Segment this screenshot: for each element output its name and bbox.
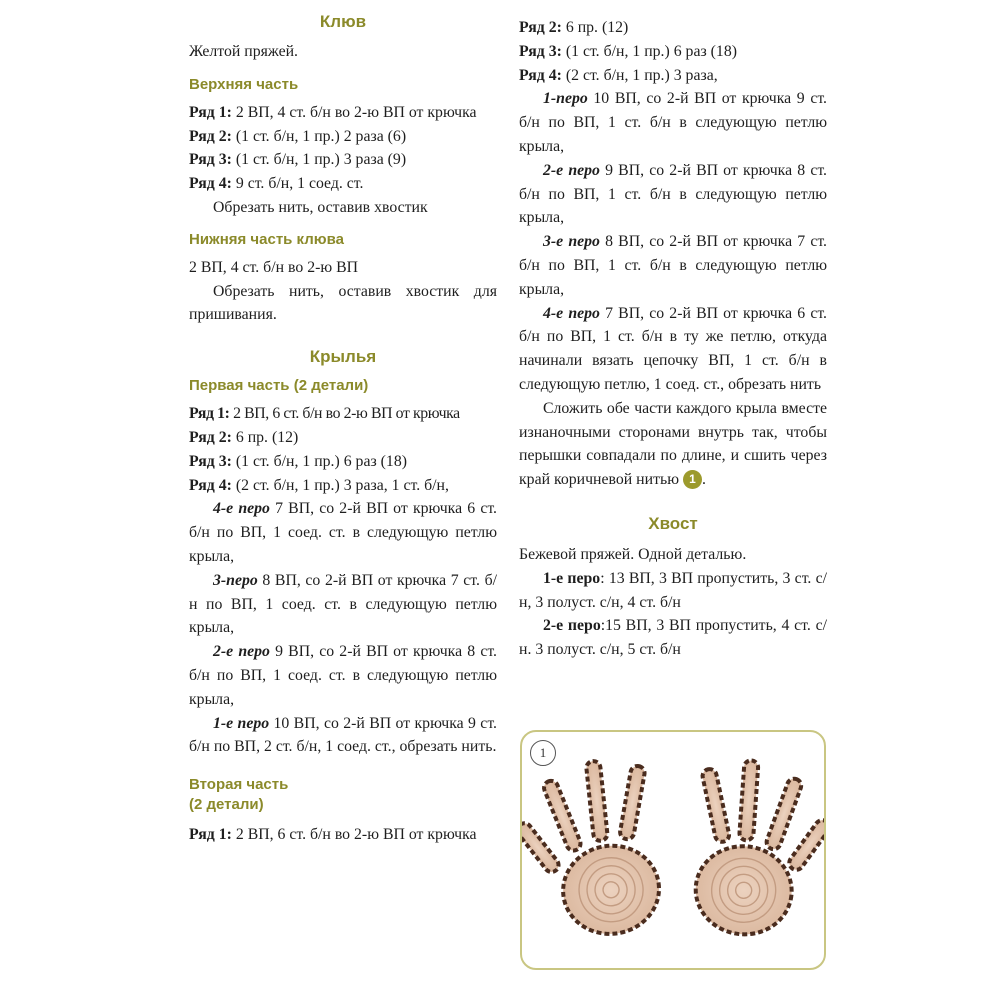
beak-cut-lower: Обрезать нить, оставив хвостик для пришивания. (189, 282, 497, 324)
right-wing (685, 755, 824, 942)
wings-p2-feather-2: 2-е перо 9 ВП, со 2-й ВП от крючка 8 ст. б/н по ВП, 1 ст. б/н в следующую петлю крыла, (519, 161, 828, 227)
wings-part1-title: Первая часть (2 детали) (189, 377, 369, 395)
wings-title: Крылья (309, 347, 377, 367)
wings-photo (520, 730, 826, 970)
wings-p2-feather-4: 4-е перо 7 ВП, со 2-й ВП от крючка 6 ст. б/н по ВП, 1 ст. б/н в ту же петлю, откуда начинали вязать цепочку ВП, 1 ст. б/н в следующую петлю, 1 соед. ст., обрезать нить (519, 304, 828, 393)
beak-lower-text: 2 ВП, 4 ст. б/н во 2-ю ВП (189, 258, 359, 276)
tail-feather-1: 1-е перо: 13 ВП, 3 ВП пропустить, 3 ст. с/н, 3 полуст. с/н, 4 ст. б/н (519, 569, 827, 611)
tail-feather-2: 2-е перо:15 ВП, 3 ВП пропустить, 4 ст. с/н. 3 полуст. с/н, 5 ст. б/н (519, 617, 827, 659)
wings-p2-feather-3: 3-е перо 8 ВП, со 2-й ВП от крючка 7 ст. б/н по ВП, 1 ст. б/н в следующую петлю крыла, (519, 233, 828, 298)
wings-p1-feather-3: 3-перо 8 ВП, со 2-й ВП от крючка 7 ст. б/н по ВП, 1 соед. ст. в следующую петлю крыла, (189, 571, 497, 637)
left-wing (522, 754, 668, 946)
wings-p1-row-4: Ряд 4: (2 ст. б/н, 1 пр.) 3 раза, 1 ст. б/н, (189, 476, 449, 494)
beak-lower-title: Нижняя часть клюва (189, 230, 344, 248)
photo-number: 1 (530, 740, 556, 766)
wings-assembly: Сложить обе части каждого крыла вместе изнаночными сторонами внутрь так, чтобы перышки совпадали по длине, и сшить через край коричневой нитью 1 . (519, 399, 827, 489)
wings-p2-row-3: Ряд 3: (1 ст. б/н, 1 пр.) 6 раз (18) (519, 42, 737, 60)
beak-row-4: Ряд 4: 9 ст. б/н, 1 соед. ст. (189, 175, 364, 193)
wings-p2-row-4: Ряд 4: (2 ст. б/н, 1 пр.) 3 раза, (519, 66, 718, 84)
crocheted-wings-illustration (522, 732, 824, 968)
beak-cut-upper: Обрезать нить, оставив хвостик (213, 198, 428, 216)
wings-p1-feather-2: 2-е перо 9 ВП, со 2-й ВП от крючка 8 ст. б/н по ВП, 1 соед. ст. в следующую петлю крыла, (189, 643, 498, 708)
beak-row-1: Ряд 1: 2 ВП, 4 ст. б/н во 2-ю ВП от крючка (189, 103, 477, 121)
photo-ref-badge: 1 (683, 470, 702, 489)
wings-p1-row-3: Ряд 3: (1 ст. б/н, 1 пр.) 6 раз (18) (189, 452, 407, 470)
tail-title: Хвост (648, 513, 698, 533)
wings-p1-row-1: Ряд 1: 2 ВП, 6 ст. б/н во 2-ю ВП от крючка (189, 405, 460, 423)
wings-part2-title: Вторая часть (2 детали) (189, 776, 289, 814)
beak-row-3: Ряд 3: (1 ст. б/н, 1 пр.) 3 раза (9) (189, 151, 407, 169)
wings-p1-feather-4: 4-е перо 7 ВП, со 2-й ВП от крючка 6 ст. б/н по ВП, 1 соед. ст. в следующую петлю крыла, (189, 500, 498, 565)
wings-p1-row-2: Ряд 2: 6 пр. (12) (189, 428, 299, 446)
wings-p2-row-2: Ряд 2: 6 пр. (12) (519, 19, 629, 36)
beak-row-2: Ряд 2: (1 ст. б/н, 1 пр.) 2 раза (6) (189, 127, 407, 145)
right-column (519, 0, 827, 662)
left-column (189, 0, 497, 847)
beak-upper-title: Верхняя часть (189, 75, 299, 93)
beak-yarn: Желтой пряжей. (189, 43, 298, 60)
wings-p2-row-1: Ряд 1: 2 ВП, 6 ст. б/н во 2-ю ВП от крючка (189, 826, 477, 844)
wings-p2-feather-1: 1-перо 10 ВП, со 2-й ВП от крючка 9 ст. б/н по ВП, 1 ст. б/н в следующую петлю крыла, (519, 90, 827, 155)
wings-p1-feather-1: 1-е перо 10 ВП, со 2-й ВП от крючка 9 ст. б/н по ВП, 2 ст. б/н, 1 соед. ст., обрезать нить. (189, 714, 497, 756)
tail-yarn: Бежевой пряжей. Одной деталью. (519, 545, 747, 563)
beak-title: Клюв (319, 12, 367, 31)
